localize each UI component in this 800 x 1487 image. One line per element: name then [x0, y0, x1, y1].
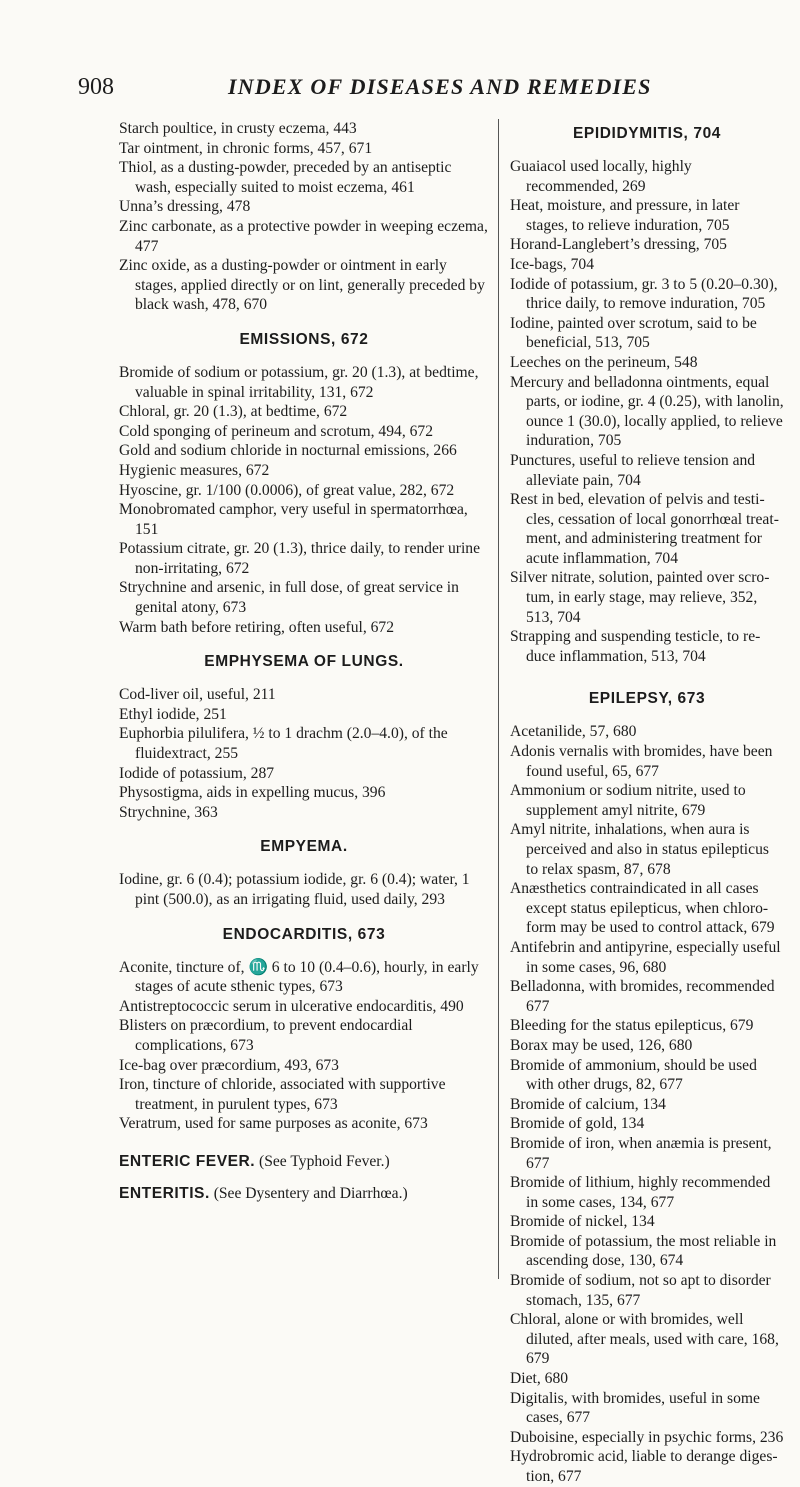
index-entry: Starch poultice, in crusty eczema, 443 [119, 120, 357, 137]
index-entry: Adonis vernalis with bromides, have been found useful, 65, 677 [510, 743, 773, 780]
index-entry: Bleeding for the status epilepticus, 679 [510, 1017, 754, 1035]
index-entry: Tar ointment, in chronic forms, 457, 671 [119, 139, 373, 157]
index-entry: Chloral, alone or with bromides, well diluted, after meals, used with care, 168, 679 [510, 1311, 779, 1368]
enteric-fever-crossref [119, 1152, 489, 1172]
index-entry: Amyl nitrite, inhalations, when aura is perceived and also in status epilepticus to relax spasm, 87, 678 [510, 821, 769, 878]
index-entry: Bromide of lithium, highly recommended in some cases, 134, 677 [510, 1174, 771, 1211]
index-entry: Strychnine, 363 [119, 803, 218, 821]
emissions-list [119, 363, 489, 637]
section-heading-epilepsy: EPILEPSY, 673 [588, 690, 706, 708]
index-entry: Warm bath before retiring, often useful, 672 [119, 618, 395, 636]
index-entry: Thiol, as a dusting-powder, preceded by an antiseptic wash, especially suited to moist eczema, 461 [119, 159, 452, 196]
index-entry: Chloral, gr. 20 (1.3), at bedtime, 672 [119, 403, 348, 421]
index-entry: Guaiacol used locally, highly recommended, 269 [510, 158, 692, 195]
index-entry: Rest in bed, elevation of pelvis and testicles, cessation of local gonorrhœal treatment, and administering treatment for acute inflammation, 704 [510, 491, 779, 567]
index-entry: Ice-bags, 704 [510, 255, 594, 273]
enteritis-crossref [119, 1184, 489, 1204]
index-entry: Physostigma, aids in expelling mucus, 396 [119, 784, 386, 802]
page-number: 908 [78, 74, 114, 100]
index-entry: Acetanilide, 57, 680 [510, 723, 637, 741]
index-entry: Hyoscine, gr. 1/100 (0.0006), of great value, 282, 672 [119, 481, 455, 499]
epilepsy-list [510, 722, 784, 1486]
index-entry: Mercury and belladonna ointments, equal parts, or iodine, gr. 4 (0.25), with lanolin, ounce 1 (30.0), locally applied, to relieve induration, 705 [510, 373, 784, 450]
index-entry: Digitalis, with bromides, useful in some cases, 677 [510, 1389, 760, 1427]
index-entry: Euphorbia pilulifera, ½ to 1 drachm (2.0–4.0), of the fluidextract, 255 [119, 725, 448, 763]
enteritis-see: (See Dysentery and Diarrhœa.) [213, 1184, 408, 1202]
enteritis-heading: ENTERITIS. [119, 1184, 210, 1202]
index-entry: Gold and sodium chloride in nocturnal emissions, 266 [119, 442, 457, 460]
section-heading-endocarditis: ENDOCARDITIS, 673 [222, 925, 386, 943]
index-entry: Ice-bag over præcordium, 493, 673 [119, 1056, 339, 1074]
index-entry: Ethyl iodide, 251 [119, 705, 227, 723]
index-entry: Ammonium or sodium nitrite, used to supplement amyl nitrite, 679 [510, 782, 746, 819]
index-entry: Bromide of ammonium, should be used with other drugs, 82, 677 [510, 1056, 757, 1094]
index-entry: Zinc carbonate, as a protective powder in weeping eczema, 477 [119, 217, 488, 255]
index-entry: Iodine, painted over scrotum, said to be beneficial, 513, 705 [510, 314, 757, 352]
index-entry: Bromide of sodium or potassium, gr. 20 (1.3), at bedtime, valuable in spinal irritability, 131, 672 [119, 363, 479, 401]
index-entry: Aconite, tincture of, ♏ 6 to 10 (0.4–0.6), hourly, in early stages of acute sthenic types, 673 [119, 958, 479, 996]
index-entry: Bromide of potassium, the most reliable in ascending dose, 130, 674 [510, 1232, 777, 1270]
index-entry: Silver nitrate, solution, painted over scrotum, in early stage, may relieve, 352, 513, 704 [510, 569, 770, 626]
index-entry: Monobromated camphor, very useful in spermatorrhœa, 151 [119, 501, 468, 538]
index-entry: Strapping and suspending testicle, to reduce inflammation, 513, 704 [510, 628, 761, 665]
section-heading-epididymitis: EPIDIDYMITIS, 704 [572, 125, 722, 142]
right-column [510, 119, 784, 1487]
running-title: INDEX OF DISEASES AND REMEDIES [228, 74, 652, 99]
column-divider [498, 119, 499, 1279]
index-entry: Bromide of calcium, 134 [510, 1095, 666, 1113]
index-entry: Bromide of sodium, not so apt to disorder stomach, 135, 677 [510, 1272, 771, 1309]
index-entry: Iodide of potassium, 287 [119, 764, 275, 782]
index-entry: Bromide of nickel, 134 [510, 1213, 655, 1231]
emphysema-list [119, 685, 489, 822]
index-entry: Diet, 680 [510, 1370, 569, 1388]
index-entry: Bromide of iron, when anæmia is present, 677 [510, 1134, 772, 1172]
section-heading-emissions: EMISSIONS, 672 [239, 330, 369, 348]
index-entry: Anæsthetics contraindicated in all cases except status epilepticus, when chloroform may be used to control attack, 679 [510, 880, 775, 937]
index-entry: Zinc oxide, as a dusting-powder or ointment in early stages, applied directly or on lint, generally preceded by black wash, 478, 670 [119, 257, 485, 314]
epididymitis-list [510, 157, 784, 666]
index-entry: Punctures, useful to relieve tension and alleviate pain, 704 [510, 451, 756, 489]
index-entry: Cold sponging of perineum and scrotum, 494, 672 [119, 422, 434, 440]
endocarditis-list [119, 958, 489, 1134]
index-entry: Strychnine and arsenic, in full dose, of great service in genital atony, 673 [119, 579, 459, 617]
index-entry: Blisters on præcordium, to prevent endocardial complications, 673 [119, 1017, 413, 1054]
section-heading-emphysema: EMPHYSEMA OF LUNGS. [204, 653, 404, 671]
index-entry: Potassium citrate, gr. 20 (1.3), thrice daily, to render urine non-irritating, 672 [119, 540, 481, 577]
index-entry: Iron, tincture of chloride, associated with supportive treatment, in purulent types, 673 [119, 1076, 446, 1113]
index-entry: Leeches on the perineum, 548 [510, 353, 698, 371]
enteric-fever-heading: ENTERIC FEVER. [119, 1152, 256, 1170]
index-entry: Veratrum, used for same purposes as aconite, 673 [119, 1115, 428, 1133]
index-entry: Unna’s dressing, 478 [119, 198, 251, 216]
left-column [119, 119, 489, 1203]
index-entry: Hydrobromic acid, liable to derange digestion, 677 [510, 1448, 778, 1485]
index-entry: Belladonna, with bromides, recommended 677 [510, 978, 775, 1015]
index-entry: Antifebrin and antipyrine, especially useful in some cases, 96, 680 [510, 938, 781, 976]
page-header [78, 74, 758, 106]
index-entry: Iodine, gr. 6 (0.4); potassium iodide, gr. 6 (0.4); water, 1 pint (500.0), as an irrigating fluid, used daily, 293 [119, 871, 470, 908]
index-entry: Bromide of gold, 134 [510, 1115, 645, 1133]
index-entry: Antistreptococcic serum in ulcerative endocarditis, 490 [119, 997, 464, 1015]
index-entry: Heat, moisture, and pressure, in later stages, to relieve induration, 705 [510, 197, 740, 234]
section-heading-empyema: EMPYEMA. [260, 838, 348, 856]
enteric-fever-see: (See Typhoid Fever.) [259, 1152, 390, 1170]
eczema-continued-list [119, 119, 489, 315]
index-entry: Duboisine, especially in psychic forms, 236 [510, 1428, 784, 1446]
empyema-list [119, 870, 489, 909]
index-entry: Borax may be used, 126, 680 [510, 1036, 693, 1054]
index-entry: Iodide of potassium, gr. 3 to 5 (0.20–0.30), thrice daily, to remove induration, 705 [510, 275, 778, 313]
index-entry: Cod-liver oil, useful, 211 [119, 686, 276, 704]
index-entry: Horand-Langlebert’s dressing, 705 [510, 236, 727, 254]
index-entry: Hygienic measures, 672 [119, 461, 270, 479]
